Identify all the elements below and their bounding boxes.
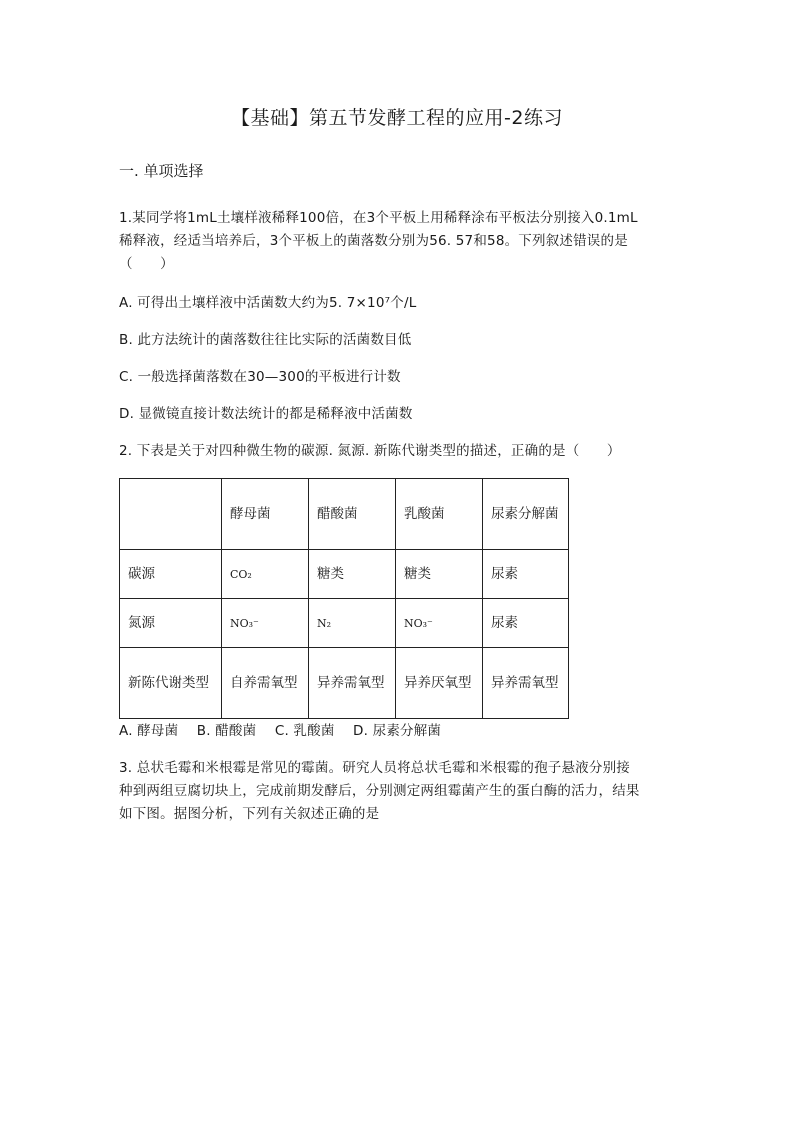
table-cell: NO₃⁻: [222, 599, 309, 648]
table-cell: 异养需氧型: [483, 648, 569, 719]
table-cell: 尿素: [483, 599, 569, 648]
question-3: [119, 757, 679, 826]
table-cell: [120, 479, 222, 550]
table-cell: NO₃⁻: [396, 599, 483, 648]
table-cell: 糖类: [396, 550, 483, 599]
table-cell: 异养需氧型: [309, 648, 396, 719]
table-cell: 异养厌氧型: [396, 648, 483, 719]
question-1-line-2: 稀释液，经适当培养后，3个平板上的菌落数分别为56. 57和58。下列叙述错误的是: [119, 233, 628, 249]
table-cell: 自养需氧型: [222, 648, 309, 719]
table-row: [120, 648, 569, 719]
answer-option-a: A. 酵母菌: [119, 723, 179, 739]
answer-option-d: D. 尿素分解菌: [353, 723, 442, 739]
question-2-stem: 2. 下表是关于对四种微生物的碳源. 氮源. 新陈代谢类型的描述，正确的是（ ）: [119, 443, 621, 459]
table-cell: N₂: [309, 599, 396, 648]
answer-option-b: B. 醋酸菌: [196, 723, 257, 739]
question-1-option-a: A. 可得出土壤样液中活菌数大约为5. 7×10⁷个/L: [119, 295, 417, 311]
question-1-option-c: C. 一般选择菌落数在30—300的平板进行计数: [119, 369, 401, 385]
question-1-option-d: D. 显微镜直接计数法统计的都是稀释液中活菌数: [119, 406, 413, 422]
table-row-label: 氮源: [120, 599, 222, 648]
question-1-option-b: B. 此方法统计的菌落数往往比实际的活菌数目低: [119, 332, 412, 348]
microbe-table: [119, 478, 569, 719]
table-row: [120, 550, 569, 599]
question-1-line-1: 1.某同学将1mL土壤样液稀释100倍，在3个平板上用稀释涂布平板法分别接入0.1mL: [119, 210, 638, 226]
table-header-cell: 醋酸菌: [309, 479, 396, 550]
page-title: 【基础】第五节发酵工程的应用-2练习: [231, 107, 563, 129]
answer-option-c: C. 乳酸菌: [274, 723, 335, 739]
question-3-line-3: 如下图。据图分析，下列有关叙述正确的是: [119, 806, 380, 822]
table-cell: 糖类: [309, 550, 396, 599]
table-header-cell: 乳酸菌: [396, 479, 483, 550]
table-header-cell: 尿素分解菌: [483, 479, 569, 550]
table-header-row: [120, 479, 569, 550]
question-3-line-1: 3. 总状毛霉和米根霉是常见的霉菌。研究人员将总状毛霉和米根霉的孢子悬液分别接: [119, 760, 630, 776]
table-row-label: 新陈代谢类型: [120, 648, 222, 719]
section-heading: 一. 单项选择: [119, 162, 204, 180]
table-row-label: 碳源: [120, 550, 222, 599]
question-3-line-2: 种到两组豆腐切块上，完成前期发酵后，分别测定两组霉菌产生的蛋白酶的活力，结果: [119, 783, 640, 799]
question-1-line-3: （ ）: [119, 256, 174, 272]
table-cell: 尿素: [483, 550, 569, 599]
table-row: [120, 599, 569, 648]
question-1: [119, 207, 679, 276]
table-cell: CO₂: [222, 550, 309, 599]
question-2-answers: [119, 721, 455, 741]
table-header-cell: 酵母菌: [222, 479, 309, 550]
